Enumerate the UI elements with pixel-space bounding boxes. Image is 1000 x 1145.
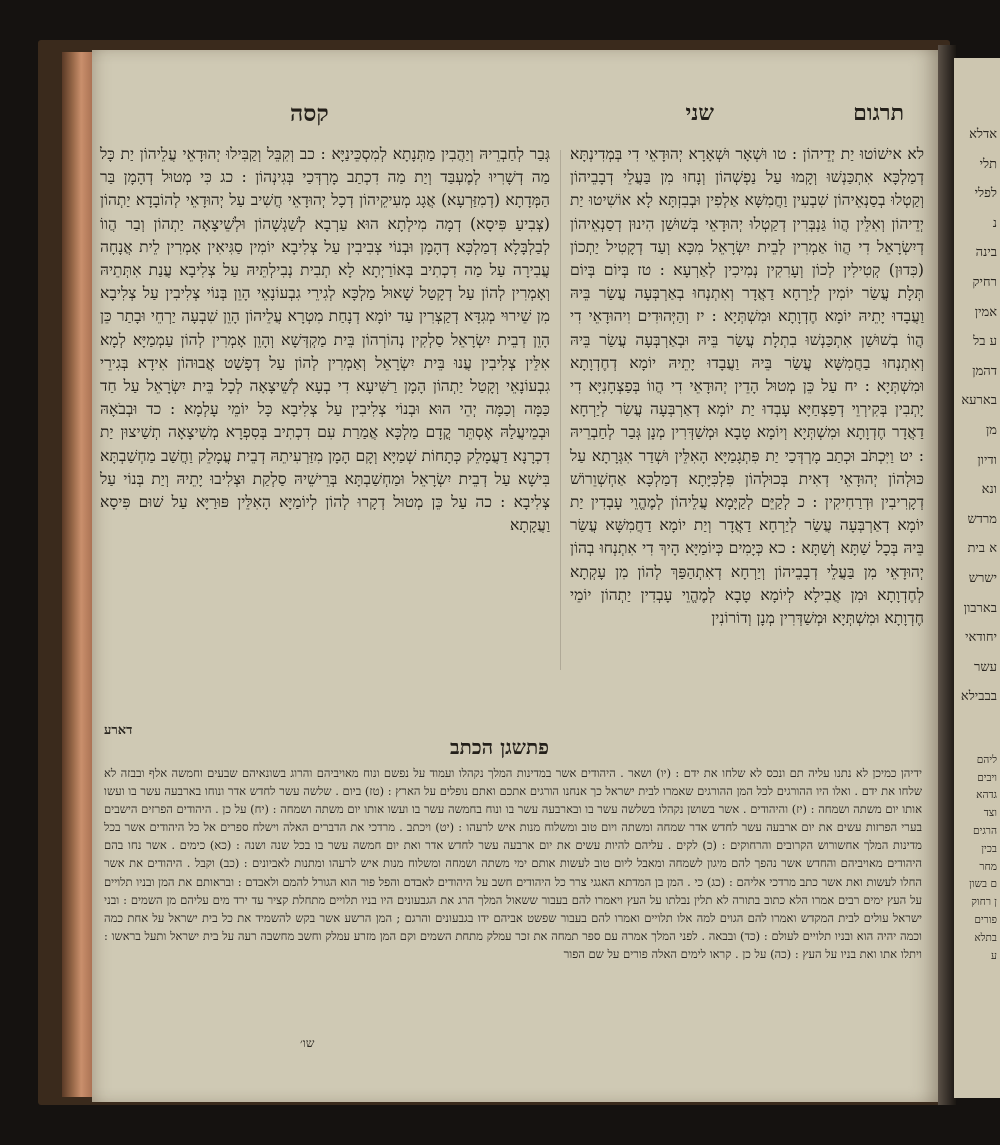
facing-page-line: ע בל	[973, 334, 997, 350]
signature-mark: שו׳	[300, 1036, 315, 1050]
facing-page-line: ונא	[981, 482, 997, 498]
targum-column-left	[100, 143, 550, 743]
facing-page-commentary-line: הרגים	[973, 825, 997, 838]
facing-page-line: בבבילא	[960, 689, 997, 705]
targum-text-right: לא אישׁוֹטוּ יַת יְדֵיהוֹן : טו וּשְׁאָר וּשְׁאָרָא יְהוּדָאֵי דִי בְּמְדִינְתָּא דְמַלְכָּא אִתְכַּנְשׁוּ וְקָמוּ עַל נַפְשְׁהוֹן וְנָחוּ מִן בַּעֲלֵי דְבָבֵיהוֹן וְקַטְלוּ בְסַנְאֵיהוֹן שִׁבְעִין וַחֲמִשָּׁא אַלְפִין וּבְבִזְתָּא לָא אוֹשִׁיטוּ יַת יְדֵיהוֹן וְאִלֵּין הֲווֹ גַּנְבְּרִין דְקַטְלוּ יְהוּדָאֵי בְּשׁוּשַׁן הִינוּן דְסַנְאֵיהוֹן דְיִשְׂרָאֵל דִי הֲווֹ אַמְרִין לְבֵית יִשְׂרָאֵל מִכָּא וְעַד דְקָטִיל יַתְכוֹן (כִּדוּן) קְטִילִין לְכוֹן וְעָרִקִין נְמִיכִין לְאַרְעָא : טז בְּיוֹם בְּיוֹם תְּלָת עֲשַׂר יוֹמִין לְיַרְחָא דַאֲדָר וְאִתְנְחוּ בְאַרְבְּעָה עֲשַׂר בֵּיהּ וַעֲבָדוּ יָתֵיהּ יוֹמָא חֶדְוָתָא וּמִשְׁתְּיָא : יז וְהַיְּהוּדִים וִיהוּדָאֵי דִי הֲווֹ בְשׁוּשַׁן אִתְכַּנְשׁוּ בִתְלָת עֲשַׂר בֵּיהּ וּבְאַרְבְּעָה עֲשַׂר בֵּיהּ וְאִתְנְחוּ בַחֲמִשָּׁא עֲשַׂר בֵּיהּ וַעֲבָדוּ יָתֵיהּ יוֹמָא דְחֶדְוָתָא וּמִשְׁתְּיָא : יח עַל כֵּן מְטוּל הָדֵין יְהוּדָאֵי דִי הֲווֹ בְּפַצְחָנִיָּא דִי יָתְבִין בְּקִירְוֵי דְפַצְחַיָּא עָבְדוּ יַת יוֹמָא דְאַרְבְּעָה עֲשַׂר לְיַרְחָא דַאֲדָר חֶדְוָתָא וּמִשְׁתְּיָא וְיוֹמָא טָבָא וּמְשַׁדְּרִין מְנָן גְּבַר לְחַבְרֵיהּ : יט וַיִּכְתֹּב וּכְתַב מָרְדְּכַי יַת פִּתְגָמַיָּא הָאִלֵּין וּשְׁדַר אִגְּרָתָא עַל כּוּלְהוֹן יְהוּדָאֵי דְאִית בְּכוּלְהוֹן פִּלְכִּיָּתָא דְמַלְכָּא אַחְשְׁוֵרוֹשׁ דְקָרִיבִין וּדְרַחִיקִין : כ לְקַיֵּם לְקַיָּמָא עֲלֵיהוֹן לְמֶהֱוֵי עָבְדִין יַת יוֹמָא דְאַרְבְּעָה עֲשַׂר לְיַרְחָא דַאֲדָר וְיַת יוֹמָא דַחֲמִשָּׁא עֲשַׂר בֵּיהּ בְּכָל שַׁתָּא וְשַׁתָּא : כא כְּיָמִים כְּיוֹמַיָּא הָיךְ דִי אִתְנְחוּ בְהוֹן יְהוּדָאֵי מִן בַּעֲלֵי דְבָבֵיהוֹן וְיַרְחָא דְאִתְהַפַּךְ לְהוֹן מִן עָקְתָא לְחֶדְוָתָא וּמִן אֲבִילָא לְיוֹמָא טָבָא לְמֶהֱוֵי עָבְדִין יַתְהוֹן יוֹמֵי חֶדְוָתָא וּמִשְׁתְּיָא וּמְשַׁדְּרִין מְנָן וְדוֹרוֹנִין	[570, 145, 924, 628]
facing-page-commentary-line: בכין	[981, 842, 997, 855]
facing-page-line: דהמן	[972, 363, 997, 379]
running-header	[290, 100, 904, 134]
page-edges	[62, 52, 94, 1097]
facing-page	[954, 58, 1000, 1098]
commentary-title: פתשגן הכתב	[450, 735, 550, 759]
facing-page-commentary-line: ן רחוק	[971, 896, 997, 909]
facing-page-commentary-line: ע	[991, 949, 997, 962]
facing-page-line: מן	[985, 422, 997, 438]
commentary-block	[104, 764, 922, 1056]
targum-column-right	[570, 143, 924, 743]
facing-page-line: אדלא	[969, 127, 997, 142]
header-title-targum: תרגום	[853, 100, 904, 126]
facing-page-line: מרדש	[967, 511, 997, 527]
commentary-text: ידיהן כמיכן לא נתנו עליה תם ונכס לא שלחו את ידם : (יו) ושאר . היהודים אשר במדינות המלך נקהלו ועמוד על נפשם ונוח מאויביהם והרוג בשונאיהם שבעים וחמשה אלף ובבזה לא שלחו את ידם . ואלו היו ההורגים לכל המן ההורגים שאמרו לבית ישראל כך אנחנו הורגים אתכם ואתם נופלים על הארץ : (טז) ביום . שלשה עשר לחדש אדר ונוחו בארבעה עשר בו ועשו אותו יום משתה ושמחה : (יז) והיהודים . אשר בשושן נקהלו בשלשה עשר בו ובארבעה עשר בו ונוח בחמשה עשר בו ועשו אותו יום משתה ושמחה : (יח) על כן . היהודים הפרזים הישבים בערי הפרזות עשים את יום ארבעה עשר לחדש אדר שמחה ומשתה ויום טוב ומשלוח מנות איש לרעהו : (יט) ויכתב . מרדכי את הדברים האלה וישלח ספרים אל כל היהודים אשר בכל מדינות המלך אחשורוש הקרובים והרחוקים : (כ) לקים . עליהם להיות עשים את יום ארבעה עשר לחדש אדר ואת יום חמשה עשר בו בכל שנה ושנה : (כא) כימים . אשר נחו בהם היהודים מאויביהם והחדש אשר נהפך להם מיגון לשמחה ומאבל ליום טוב לעשות אותם ימי משתה ושמחה ומשלוח מנות איש לרעהו ומתנות לאביונים : (כב) וקבל . היהודים את אשר החלו לעשות ואת אשר כתב מרדכי אליהם : (כג) כי . המן בן המדתא האגגי צרר כל היהודים חשב על היהודים לאבדם והפל פור הוא הגורל להמם ולאבדם : ובראותם את המן ובניו תלויים על העץ ימים רבים אמרו הלא כתוב בתורה לא תלין נבלתו על העץ ויאמרו להם בעבור ששאול המלך הרג את הגבעונים היו בניו תלויים מתחלת קציר עד ירד מים עליהם מן השמים : ובני ישראל עולים לבית המקדש ואמרו להם הגוים למה אלו תלויים ואמרו להם בעבור שפשט אביהם ידו בגבעונים והרגם ; המן הרשע אשר בקש להשמיד את כל בית ישראל על אחת כמה וכמה יהיה הוא ובניו תלויים לעולם : (כד) ובבאה . לפני המלך אמרה עם ספר תמחה את זכר עמלק מתחת השמים וקם המן מזרע עמלק וחשב מחשבה רעה על בית ישראל ותעל בראשו : ויתלו אתו ואת בניו על העץ : (כה) על כן . קראו לימים האלה פורים על שם הפור	[104, 766, 922, 961]
facing-page-commentary-line: ויבים	[977, 771, 997, 784]
column-divider	[560, 150, 561, 670]
facing-page-line: אמין	[974, 304, 997, 320]
page-number: קסה	[290, 100, 329, 127]
facing-page-commentary-line: ליהם	[976, 753, 997, 766]
facing-page-line: א בית	[967, 541, 997, 557]
facing-page-line: יחודאי	[965, 630, 997, 646]
facing-page-line: בארעא	[961, 393, 997, 409]
facing-page-commentary-line: פורים	[974, 914, 997, 927]
facing-page-commentary-line: בתלא	[974, 931, 997, 944]
facing-page-line: רחיק	[972, 274, 997, 290]
header-title-sheni: שני	[685, 100, 714, 126]
facing-page-commentary-line: וצד	[983, 807, 997, 820]
catchword: דארע	[104, 723, 133, 738]
facing-page-column	[954, 120, 1000, 712]
facing-page-line: נ	[992, 215, 997, 231]
targum-text-left: גְּבַר לְחַבְרֵיהּ וְיַהֲבִין מַתְּנָתָא לְמִסְכֵּינַיָּא : כב וְקִבֵּל וְקַבִּילוּ יְהוּדָאֵי עֲלֵיהוֹן יַת כָּל מַה דְשָׁרִיוּ לְמֶעְבַּד וְיַת מַה דִכְתַב מָרְדְּכַי בְּגִינְהוֹן : כג כִּי מְטוּל דְהָמָן בַּר הַמְּדָתָא (דְמִזַּרְעָא) אֲגָג מְעִיקֵיהוֹן דְכָל יְהוּדָאֵי חֲשִׁיב עַל יְהוּדָאֵי לְהוֹבָדָא יַתְהוֹן (צְבִיעַ פִּיסָא) דְמָה מִילְתָא הוּא עַרְבָא לְשַׁגְשָׁהוֹן וּלְשֵׁיצָאָה יַתְהוֹן וְבַר הֲווֹ לְבַלְבָּלָא דְמַלְכָּא דְהָמָן וּבְנוֹי צְבִיבִין עַל צְלִיבָא יוֹמִין סַגִּיאִין אָמְרִין לֵית אֲנָחָה עֲבִירָה עַל מַה דִכְתִיב בְּאוֹרַיְתָא לָא תְבִית נְבִילְתֵּיהּ עַל צְלִיבָא עֲנַת אִתְּתֵיהּ וְאָמְרִין לְהוֹן עַל דְקָטַל שָׁאוּל מַלְכָּא לְגִירֵי גִבְעוֹנָאֵי הָוֵן בְּנוֹי צְלִיבִין עַל צְלִיבָא מִן שֵׁירוּי מְגִדָּא דְקַצְרִין עַד יוֹמָא דְנָחַת מִטְרָא עֲלֵיהוֹן הָוֵן שִׁבְעָה יַרְחֵי וּבָתַר כֵּן הָוֵן דְבֵית יִשְׂרָאֵל סַלְקִין נְהוֹרְהוֹן בֵּית מַקְדְּשָׁא וְהָוֵן אָמְרִין לְהוֹן עַמְמַיָּא לְמָא אִלֵּין צְלִיבִין עֲנוּ בֵּית יִשְׂרָאֵל וְאַמְרִין לְהוֹן עַל דְפָשַׁט אֲבוּהוֹן אִידָא בְּגִירֵי גִבְעוֹנָאֵי וְקָטַל יַתְהוֹן הָמָן רַשִּׁיעָא דִי בְעָא לְשֵׁיצָאָה לְכָל בֵּית יִשְׂרָאֵל עַל חַד כַּמָּה וְכַמָּה יְהֵי הוּא וּבְנוֹי צְלִיבִין עַל צְלִיבָא כָּל יוֹמֵי עָלְמָא : כד וּבְבֹאָהּ וּבְמֵיעֲלַהּ אֶסְתֵּר קֳדָם מַלְכָּא אֲמַרַת עִם דִכְתִיב בְּסִפְרָא מְשִׁיצָאָה תְשַׁיצוּן יַת דִכְרָנָא דַעֲמָלֵק כְּתָחוֹת שְׁמַיָּא וְקָם הָמָן מִזַּרְעִיתֵהּ דְבֵית עֲמָלֵק וַחֲשַׁב מַחְשַׁבְתָּא בִּישָׁא עַל דְבֵית יִשְׂרָאֵל וּמַחְשַׁבְתָּא בְּרֵישֵׁיהּ סַלְקַת וּצְלִיבוּ יָתֵיהּ וְיַת בְּנוֹי עַל צְלִיבָא : כה עַל כֵּן מְטוּל דְקָרוּ לְהוֹן לְיוֹמַיָּא הָאִלֵּין פּוּרַיָּא עַל שׁוּם פִּיסָא וַעֲקָתָא	[100, 145, 550, 535]
facing-page-line: בארבון	[963, 600, 997, 616]
facing-page-line: לפלי	[974, 186, 997, 202]
facing-page-commentary	[954, 752, 1000, 966]
facing-page-commentary-line: גדהא	[976, 789, 997, 802]
facing-page-commentary-line: מחר	[979, 860, 997, 873]
facing-page-line: ודיון	[977, 452, 997, 468]
facing-page-commentary-line: ם בשון	[969, 878, 997, 891]
facing-page-line: בינה	[975, 245, 997, 261]
facing-page-line: תלי	[979, 156, 997, 172]
facing-page-line: ישרש	[968, 570, 997, 586]
facing-page-line: עשר	[974, 659, 997, 675]
